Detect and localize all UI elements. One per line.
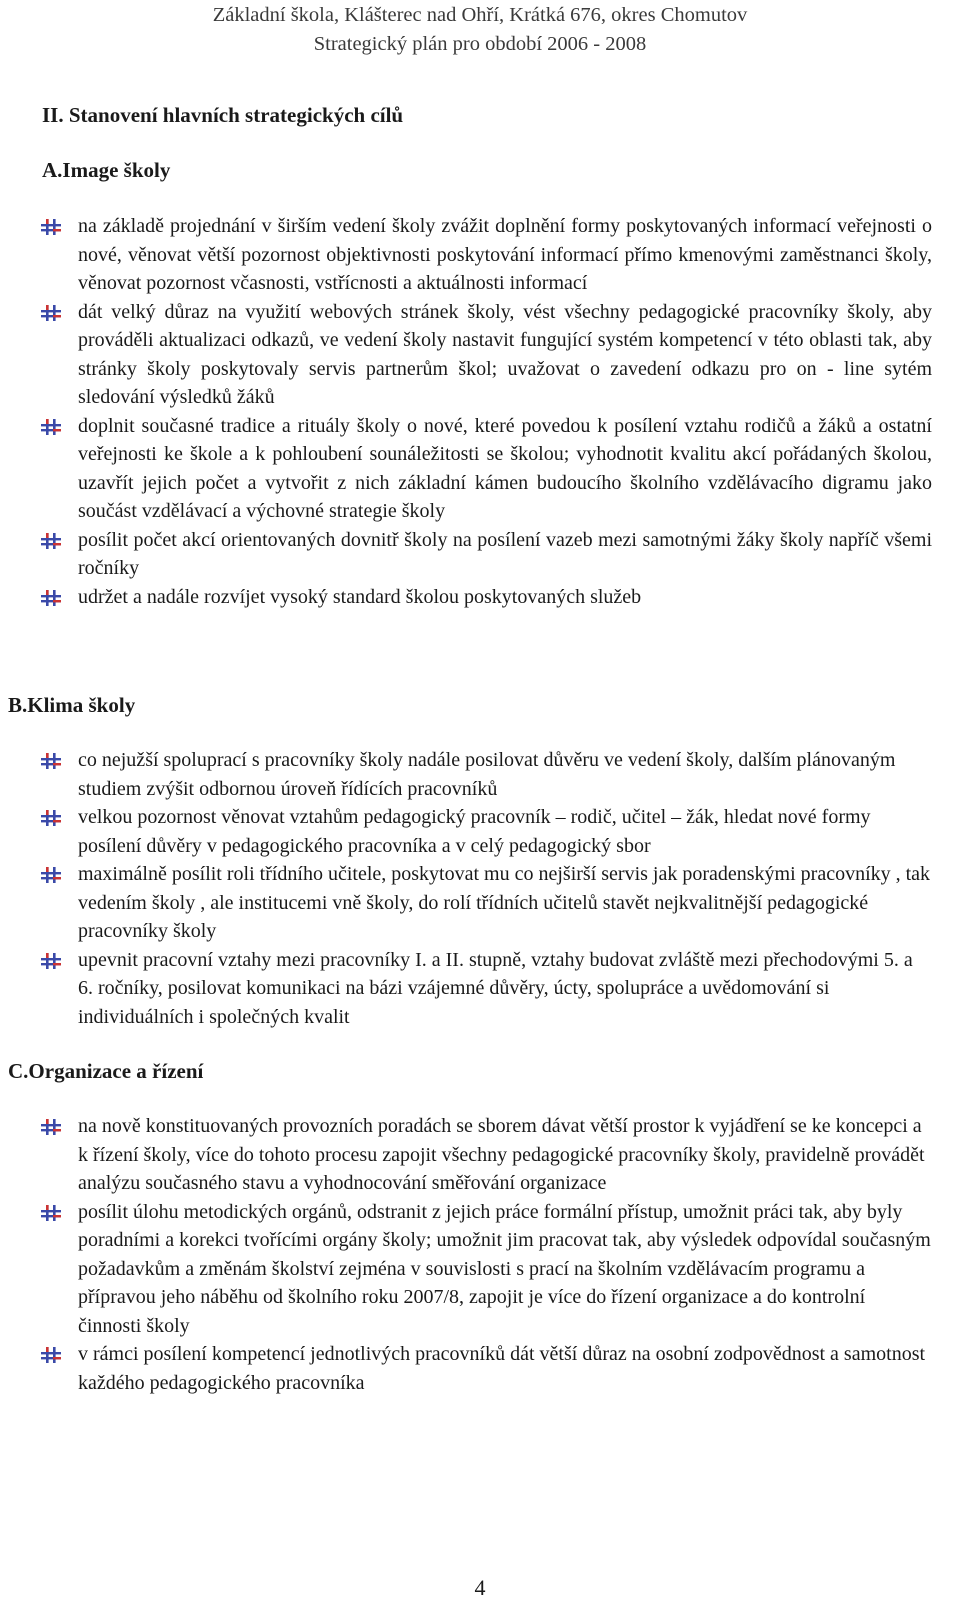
list-item: na základě projednání v širším vedení školy zvážit doplnění formy poskytovaných informací veřejnosti o nové, věnovat větší pozornost objektivnosti poskytování informací přímo kmenovými zaměstnanci školy, věnovat pozornost včasnosti, vstřícnosti a aktuálnosti informací [0,212,960,298]
blue-red-bullet-icon [40,533,62,549]
section-title-image: A.Image školy [42,158,171,182]
list-item: posílit úlohu metodických orgánů, odstranit z jejich práce formální přístup, umožnit práci tak, aby byly poradními a korekci tvořícími orgány školy; umožnit jim pracovat tak, aby výsledek odpovídal současným požadavkům a změnám školství zejména v souvislosti s prací na školním vzdělávacím programu a přípravou jeho náběhu od školního roku 2007/8, zapojit je více do řízení organizace a do kontrolní činnosti školy [0,1198,960,1341]
section-image-list [0,212,960,611]
blue-red-bullet-icon [40,1119,62,1135]
header-plan-title: Strategický plán pro období 2006 - 2008 [313,33,647,55]
section-organizace-list [0,1112,960,1397]
blue-red-bullet-icon [40,219,62,235]
blue-red-bullet-icon [40,305,62,321]
page-number: 4 [474,1575,486,1600]
blue-red-bullet-icon [40,810,62,826]
list-item: udržet a nadále rozvíjet vysoký standard školou poskytovaných služeb [0,583,960,612]
blue-red-bullet-icon [40,1205,62,1221]
chapter-title: II. Stanovení hlavních strategických cílů [42,103,404,127]
blue-red-bullet-icon [40,419,62,435]
blue-red-bullet-icon [40,1347,62,1363]
blue-red-bullet-icon [40,753,62,769]
blue-red-bullet-icon [40,867,62,883]
list-item: dát velký důraz na využití webových stránek školy, vést všechny pedagogické pracovníky školy, aby prováděli aktualizaci odkazů, ve vedení školy nastavit fungující systém kompetencí v této oblasti tak, aby stránky školy poskytovaly servis partnerům škol; uvažovat o zavedení odkazu pro on - line sytém sledování výsledků žáků [0,298,960,412]
list-item: co nejužší spoluprací s pracovníky školy nadále posilovat důvěru ve vedení školy, dalším plánovaným studiem zvýšit odbornou úroveň řídících pracovníků [0,746,960,803]
list-item: doplnit současné tradice a rituály školy o nové, které povedou k posílení vztahu rodičů a žáků a ostatní veřejnosti ke škole a k pohloubení sounáležitosti se školou; vyhodnotit kvalitu akcí pořádaných školou, uzavřít jejich počet a vytvořit z nich základní kámen budoucího školního vzdělávacího digramu jako součást vzdělávací a výchovné strategie školy [0,412,960,526]
list-item: posílit počet akcí orientovaných dovnitř školy na posílení vazeb mezi samotnými žáky školy napříč všemi ročníky [0,526,960,583]
list-item: upevnit pracovní vztahy mezi pracovníky I. a II. stupně, vztahy budovat zvláště mezi přechodovými 5. a 6. ročníky, posilovat komunikaci na bázi vzájemné důvěry, úcty, spolupráce a uvědomování si individuálních i společných kvalit [0,946,960,1032]
list-item: maximálně posílit roli třídního učitele, poskytovat mu co nejširší servis jak poradenskými pracovníky , tak vedením školy , ale institucemi vně školy, do rolí třídních učitelů stavět nejkvalitnější pedagogické pracovníky školy [0,860,960,946]
list-item: v rámci posílení kompetencí jednotlivých pracovníků dát větší důraz na osobní zodpovědnost a samotnost každého pedagogického pracovníka [0,1340,960,1397]
section-title-klima: B.Klima školy [8,693,136,717]
list-item: na nově konstituovaných provozních poradách se sborem dávat větší prostor k vyjádření se ke koncepci a k řízení školy, více do tohoto procesu zapojit všechny pedagogické pracovníky školy, pravidelně provádět analýzu současného stavu a vyhodnocování směřování organizace [0,1112,960,1198]
blue-red-bullet-icon [40,953,62,969]
header-school-name: Základní škola, Klášterec nad Ohří, Krátká 676, okres Chomutov [212,4,748,26]
blue-red-bullet-icon [40,590,62,606]
section-title-organizace: C.Organizace a řízení [8,1059,204,1083]
section-klima-list [0,746,960,1031]
list-item: velkou pozornost věnovat vztahům pedagogický pracovník – rodič, učitel – žák, hledat nové formy posílení důvěry v pedagogického pracovníka a v celý pedagogický sbor [0,803,960,860]
